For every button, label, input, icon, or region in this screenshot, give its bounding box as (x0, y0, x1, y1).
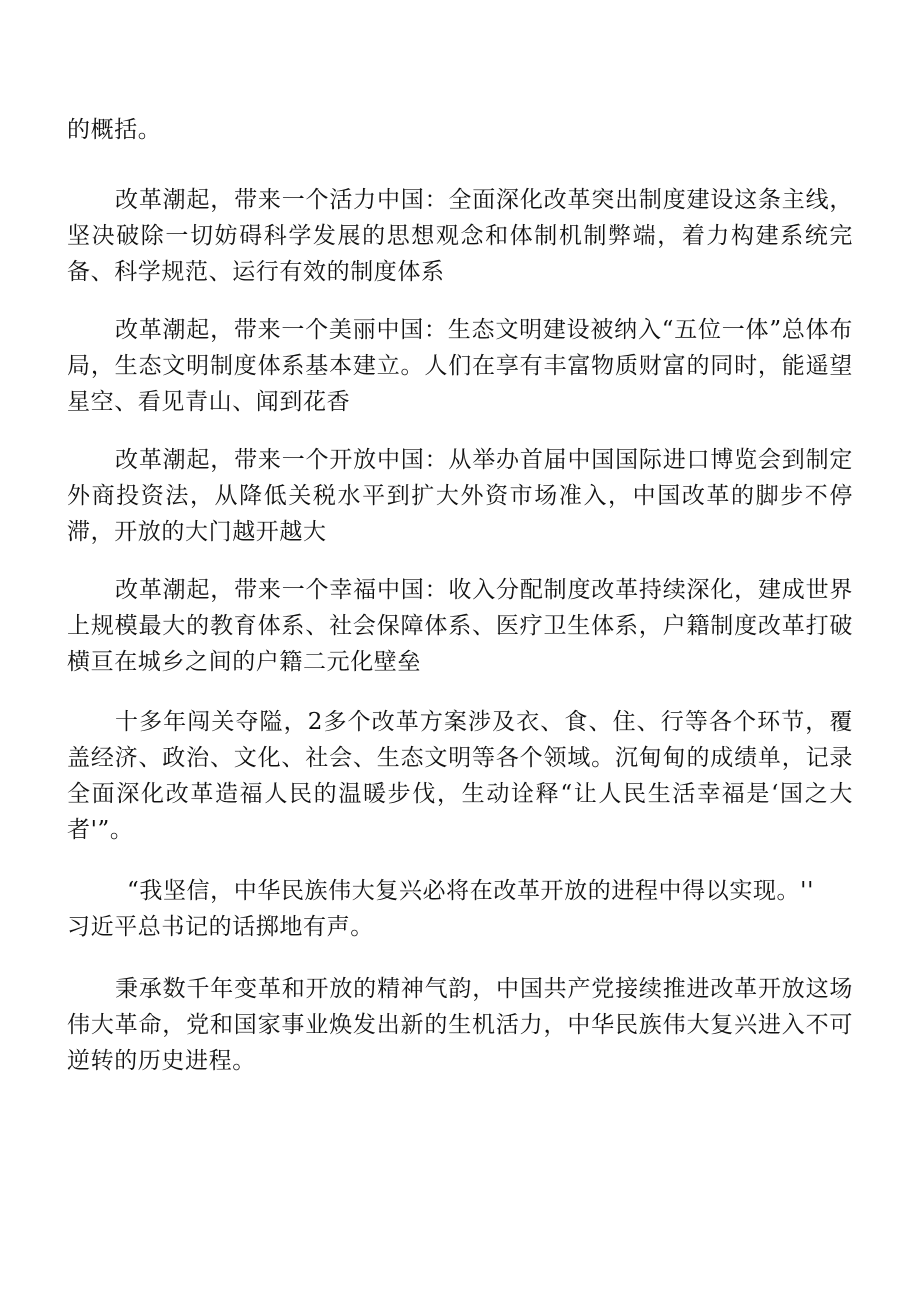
paragraph-open-china: 改革潮起，带来一个开放中国：从举办首届中国国际进口博览会到制定外商投资法，从降低关税水平到扩大外资市场准入，中国改革的脚步不停滞，开放的大门越开越大 (67, 447, 853, 545)
quote-line: “我坚信，中华民族伟大复兴必将在改革开放的进程中得以实现。'' (127, 878, 815, 904)
paragraph-happy-china: 改革潮起，带来一个幸福中国：收入分配制度改革持续深化，建成世界上规模最大的教育体系、社会保障体系、医疗卫生体系，户籍制度改革打破横亘在城乡之间的户籍二元化壁垒 (67, 577, 853, 675)
paragraph-continuation: 的概括。 (67, 117, 162, 143)
paragraph-vitality-china: 改革潮起，带来一个活力中国：全面深化改革突出制度建设这条主线，坚决破除一切妨碍科学发展的思想观念和体制机制弊端，着力构建系统完备、科学规范、运行有效的制度体系 (67, 187, 853, 285)
quote-attribution: 习近平总书记的话掷地有声。 (67, 914, 374, 940)
paragraph-historic-process: 秉承数千年变革和开放的精神气韵，中国共产党接续推进改革开放这场伟大革命，党和国家事业焕发出新的生机活力，中华民族伟大复兴进入不可逆转的历史进程。 (67, 976, 853, 1074)
quote-paragraph (67, 873, 853, 945)
paragraph-reform-achievements: 十多年闯关夺隘，2多个改革方案涉及衣、食、住、行等各个环节，覆盖经济、政治、文化、社会、生态文明等各个领域。沉甸甸的成绩单，记录全面深化改革造福人民的温暖步伐，生动诠释“让人民生活幸福是‘国之大者'”。 (67, 709, 853, 843)
document-page (67, 112, 853, 1079)
paragraph-beautiful-china: 改革潮起，带来一个美丽中国：生态文明建设被纳入“五位一体”总体布局，生态文明制度体系基本建立。人们在享有丰富物质财富的同时，能遥望星空、看见青山、闻到花香 (67, 317, 853, 415)
